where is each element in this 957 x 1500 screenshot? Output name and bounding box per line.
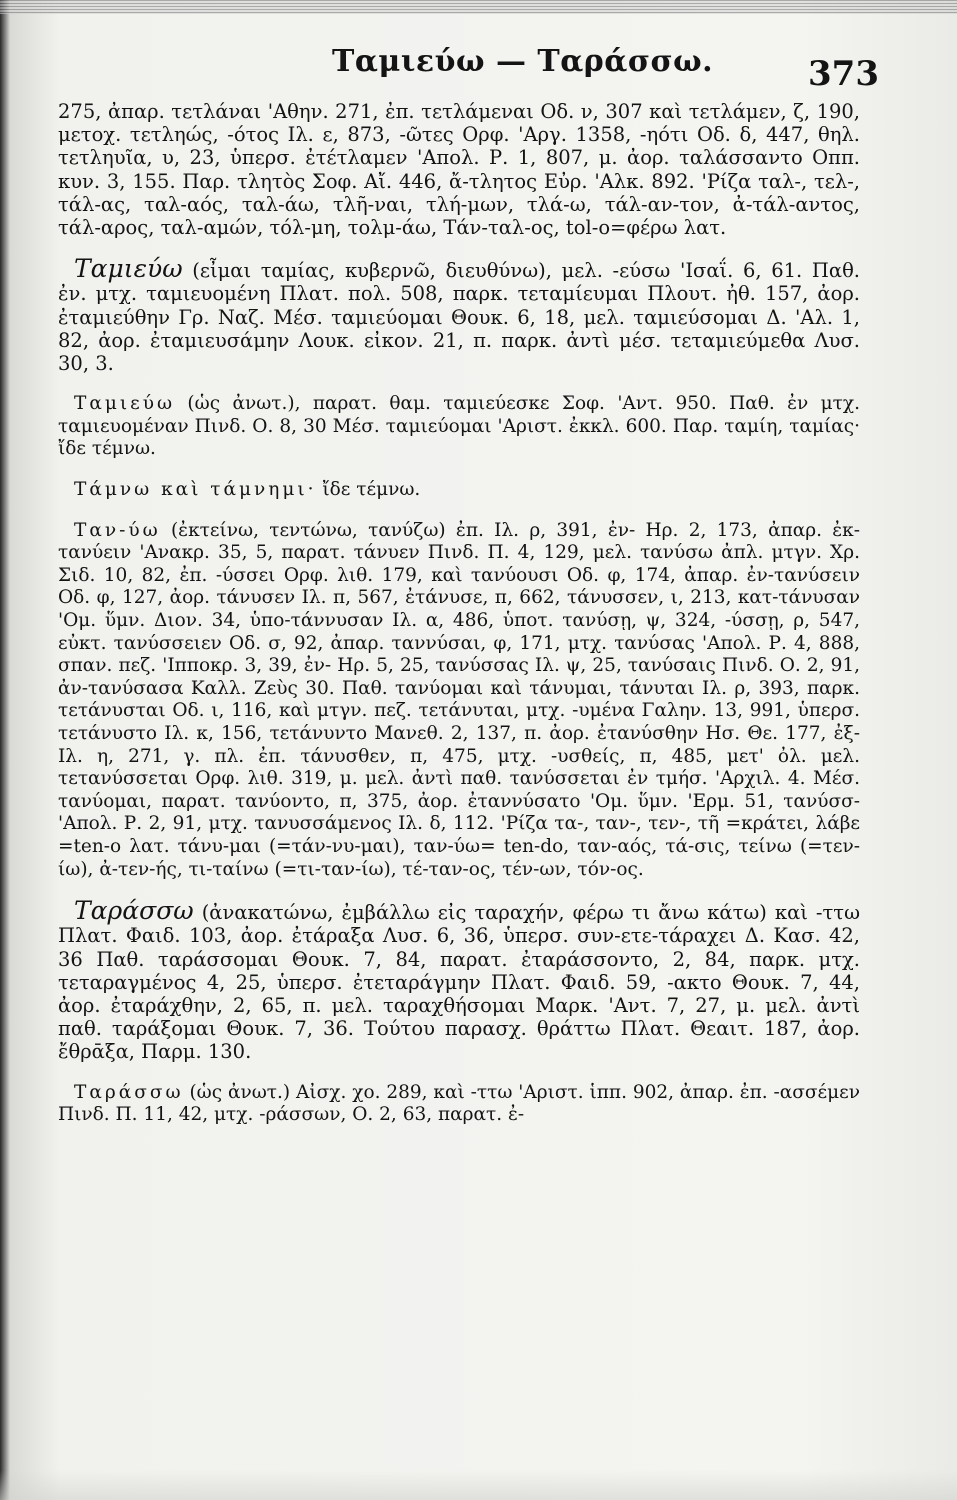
entry-tamieuo-poetic — [58, 393, 860, 461]
dictionary-body — [58, 100, 860, 1145]
entry-text: ἴδε τέμνω. — [322, 479, 421, 501]
entry-headword: Ταράσσω — [74, 896, 194, 926]
entry-text: (ἀνακατώνω, ἐμβάλλω εἰς ταραχήν, φέρω τι ἄνω κάτω) καὶ -ττω Πλατ. Φαιδ. 103, ἀορ. ἐτάραξα Λυσ. 6, 36, ὑπερσ. συν-ετε-τάραχει Δ. Κασ. 42, 36 Παθ. ταράσσομαι Θουκ. 7, 84, παρατ. ἐταράσσοντο, 2, 84, παρκ. μτχ. τεταραγμένος 4, 25, ὑπερσ. ἐτεταράγμην Πλατ. Φαιδ. 59, -ακτο Θουκ. 7, 44, ἀορ. ἐταράχθην, 2, 65, π. μελ. ταραχθήσομαι Μαρκ. 'Αντ. 7, 27, μ. μελ. ἀντὶ παθ. ταράξομαι Θουκ. 7, 36. Τούτου παρασχ. θράττω Πλατ. Θεαιτ. 187, ἀορ. ἔθρᾱξα, Παρμ. 130. — [58, 901, 860, 1064]
page-top-edge — [0, 0, 957, 14]
entry-tanuo — [58, 520, 860, 882]
entry-text: (εἶμαι ταμίας, κυβερνῶ, διευθύνω), μελ. -εύσω 'Ισαΐ. 6, 61. Παθ. ἐν. μτχ. ταμιευομένη Πλατ. πολ. 508, παρκ. τεταμίευμαι Πλουτ. ἠθ. 157, ἀορ. ἐταμιεύθην Γρ. Ναζ. Μέσ. ταμιεύομαι Θουκ. 6, 18, μελ. ταμιεύσομαι Δ. 'Αλ. 1, 82, ἀορ. ἐταμιευσάμην Λουκ. εἰκον. 21, π. παρκ. ἀντὶ μέσ. τεταμιεύμεθα Λυσ. 30, 3. — [58, 259, 861, 376]
entry-talao-continued — [58, 100, 860, 239]
page-number: 373 — [808, 54, 879, 94]
entry-text: (ἐκτείνω, τεντώνω, τανύζω) ἐπ. Ιλ. ρ, 391, ἐν- Ηρ. 2, 173, ἀπαρ. ἐκ-τανύειν 'Ανακρ. 35, 5, παρατ. τάνυεν Πινδ. Π. 4, 129, μελ. τανύσω ἀπλ. μτγν. Χρ. Σιδ. 10, 82, ἐπ. -ύσσει Ορφ. λιθ. 179, καὶ τανύουσι Οδ. φ, 174, ἀπαρ. ἐν-τανύσειν Οδ. φ, 127, ἀορ. τάνυσεν Ιλ. π, 567, ἐτάνυσε, π, 662, τάνυσσεν, ι, 213, κατ-τάνυσαν 'Ομ. ὕμν. Διον. 34, ὑπο-τάννυσαν Ιλ. α, 486, ὑποτ. τανύσῃ, ψ, 324, -ύσσῃ, ρ, 547, εὐκτ. τανύσσειεν Οδ. σ, 92, ἀπαρ. ταννύσαι, φ, 171, μτχ. τανύσας 'Απολ. Ρ. 4, 888, σπαν. πεζ. 'Ιπποκρ. 3, 39, ἐν- Ηρ. 5, 25, τανύσσας Ιλ. ψ, 25, τανύσαις Πινδ. Ο. 2, 91, ἀν-τανύσασα Καλλ. Ζεὺς 30. Παθ. τανύομαι καὶ τάνυμαι, τάνυται Ιλ. ρ, 393, παρκ. τετάνυσται Οδ. ι, 116, καὶ μτγν. πεζ. τετάνυται, μτχ. -υμένα Γαλην. 13, 991, ὑπερσ. τετάνυστο Ιλ. κ, 156, τετάνυντο Μανεθ. 2, 137, π. ἀορ. ἐτανύσθην Ησ. Θε. 177, ἐξ- Ιλ. η, 271, γ. πλ. ἐπ. τάνυσθεν, π, 475, μτχ. -υσθείς, π, 485, μετ' ὀλ. μελ. τετανύσσεται Ορφ. λιθ. 319, μ. μελ. ἀντὶ παθ. τανύσσεται ἐν τμήσ. 'Αρχιλ. 4. Μέσ. τανύομαι, παρατ. τανύοντο, π, 375, ἀορ. ἐταννύσατο 'Ομ. ὕμν. 'Ερμ. 51, τανύσσ- 'Απολ. Ρ. 2, 91, μτχ. τανυσσάμενος Ιλ. δ, 112. 'Ρίζα τα-, ταν-, τεν-, τῆ =κράτει, λάβε =ten-o λατ. τάνυ-μαι (=τάν-νυ-μαι), ταν-ύω= ten-do, ταν-αός, τά-σις, τείνω (=τεν-ίω), ἀ-τεν-ής, τι-ταίνω (=τι-ταν-ίω), τέ-ταν-ος, τέν-ων, τόν-ος. — [58, 519, 860, 880]
entry-headword: Τάμνω καὶ τάμνημι· — [74, 479, 317, 501]
entry-headword: Ταράσσω — [74, 1081, 184, 1103]
entry-tarasso-poetic — [58, 1082, 860, 1127]
running-title: Ταμιεύω — Ταράσσω. — [332, 44, 714, 79]
entry-tamieuo — [58, 254, 861, 376]
entry-tamno — [58, 479, 860, 502]
entry-headword: Ταμιεύω — [74, 393, 176, 415]
entry-text: (ὡς ἀνωτ.) Αἰσχ. χο. 289, καὶ -ττω 'Αριστ. ἱππ. 902, ἀπαρ. ἐπ. -ασσέμεν Πινδ. Π. 11, 42, μτχ. -ράσσων, Ο. 2, 63, παρατ. ἐ- — [58, 1081, 860, 1126]
entry-headword: Ταμιεύω — [74, 254, 183, 284]
page-header — [60, 40, 879, 100]
page-bottom-edge — [0, 1470, 957, 1500]
entry-tarasso — [58, 896, 860, 1064]
entry-text: (ὡς ἀνωτ.), παρατ. θαμ. ταμιεύεσκε Σοφ. 'Αντ. 950. Παθ. ἐν μτχ. ταμιευομέναν Πινδ. Ο. 8, 30 Μέσ. ταμιεύομαι 'Αριστ. ἐκκλ. 600. Παρ. ταμίη, ταμίας· ἴδε τέμνω. — [58, 393, 860, 460]
entry-headword: Ταν-ύω — [74, 519, 161, 541]
entry-text: 275, ἀπαρ. τετλάναι 'Αθην. 271, ἐπ. τετλάμεναι Οδ. ν, 307 καὶ τετλάμεν, ζ, 190, μετοχ. τετληώς, -ότος Ιλ. ε, 873, -ῶτες Ορφ. 'Αργ. 1358, -ηότι Οδ. δ, 447, θηλ. τετληυῖα, υ, 23, ὑπερσ. ἐτέτλαμεν 'Απολ. Ρ. 1, 807, μ. ἀορ. ταλάσσαντο Οππ. κυν. 3, 155. Παρ. τλητὸς Σοφ. Αἴ. 446, ἄ-τλητος Εὐρ. 'Αλκ. 892. 'Ρίζα ταλ-, τελ-, τάλ-ας, ταλ-αός, ταλ-άω, τλῆ-ναι, τλή-μων, τλά-ω, τάλ-αν-τον, ἀ-τάλ-αντος, τάλ-αρος, ταλ-αμών, τόλ-μη, τολμ-άω, Τάν-ταλ-ος, tol-o=φέρω λατ. — [58, 100, 860, 240]
